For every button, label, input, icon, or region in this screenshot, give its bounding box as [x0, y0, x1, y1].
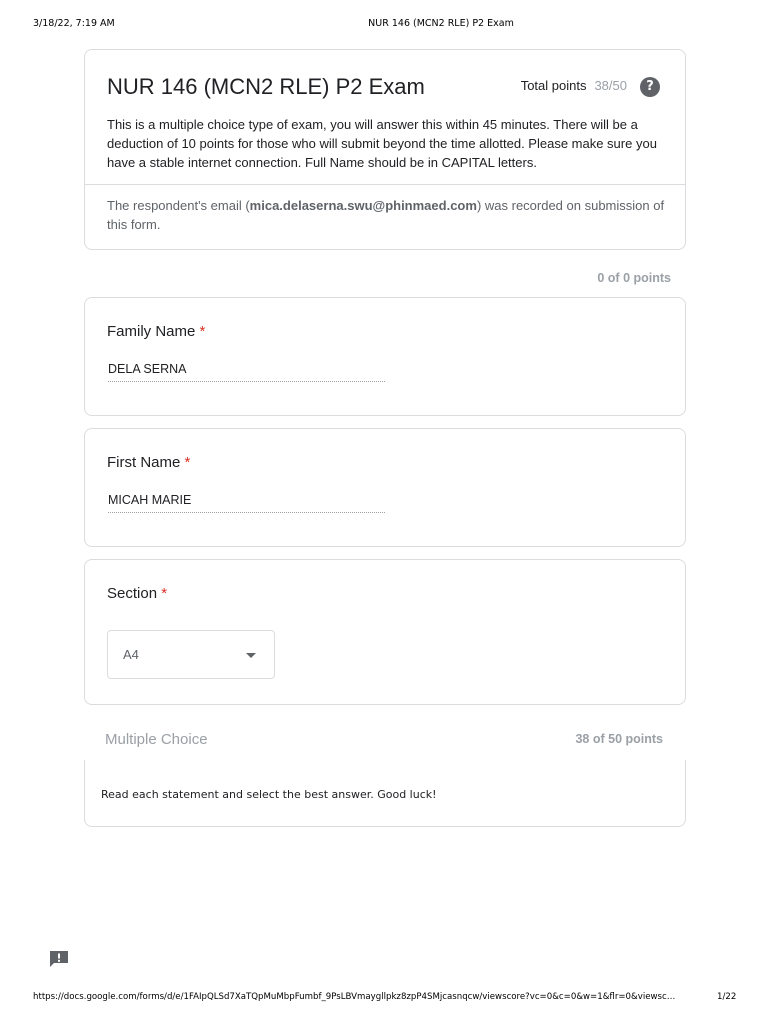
- print-datetime: 3/18/22, 7:19 AM: [33, 18, 115, 29]
- multiple-choice-points: 38 of 50 points: [575, 732, 663, 746]
- question-label: Family Name *: [107, 323, 206, 340]
- total-points: [521, 78, 627, 93]
- print-footer: [0, 992, 768, 1006]
- print-url: https://docs.google.com/forms/d/e/1FAIpQLSd7XaTQpMuMbpFumbf_9PsLBVmaygllpkz8zpP4SMjcasnqcw/viewscore?vc=0&c=0&w=1&flr=0&viewsc…: [33, 992, 676, 1002]
- multiple-choice-card: [84, 760, 686, 827]
- section-dropdown-value: A4: [123, 647, 139, 662]
- required-asterisk: *: [161, 585, 168, 602]
- family-name-answer: DELA SERNA: [108, 362, 385, 382]
- form-header-card: [84, 49, 686, 250]
- multiple-choice-title: Multiple Choice: [105, 731, 208, 748]
- first-name-answer: MICAH MARIE: [108, 493, 385, 513]
- question-card-family-name: [84, 297, 686, 416]
- print-header: [0, 18, 768, 32]
- page-number: 1/22: [717, 992, 737, 1002]
- form-title: NUR 146 (MCN2 RLE) P2 Exam: [107, 74, 425, 99]
- respondent-email: mica.delaserna.swu@phinmaed.com: [249, 198, 477, 213]
- print-title: NUR 146 (MCN2 RLE) P2 Exam: [368, 18, 514, 29]
- chevron-down-icon: [246, 653, 256, 658]
- required-asterisk: *: [184, 454, 191, 471]
- header-divider: [85, 184, 685, 185]
- question-label: First Name *: [107, 454, 191, 471]
- total-points-label: Total points: [520, 78, 587, 93]
- required-asterisk: *: [199, 323, 206, 340]
- section-dropdown[interactable]: [107, 630, 275, 679]
- section-points: 0 of 0 points: [597, 271, 671, 285]
- total-points-value: 38/50: [594, 78, 627, 93]
- question-card-section: [84, 559, 686, 705]
- feedback-icon[interactable]: [49, 950, 69, 968]
- multiple-choice-description: Read each statement and select the best answer. Good luck!: [101, 788, 437, 801]
- help-icon[interactable]: ?: [640, 77, 660, 97]
- question-card-first-name: [84, 428, 686, 547]
- form-description: This is a multiple choice type of exam, you will answer this within 45 minutes. There will be a deduction of 10 points for those who will submit beyond the time allotted. Please make sure you have a stable internet connection. Full Name should be in CAPITAL letters.: [107, 117, 657, 170]
- respondent-email-note: The respondent's email (mica.delaserna.swu@phinmaed.com) was recorded on submission of this form.: [107, 198, 665, 232]
- question-label: Section *: [107, 585, 168, 602]
